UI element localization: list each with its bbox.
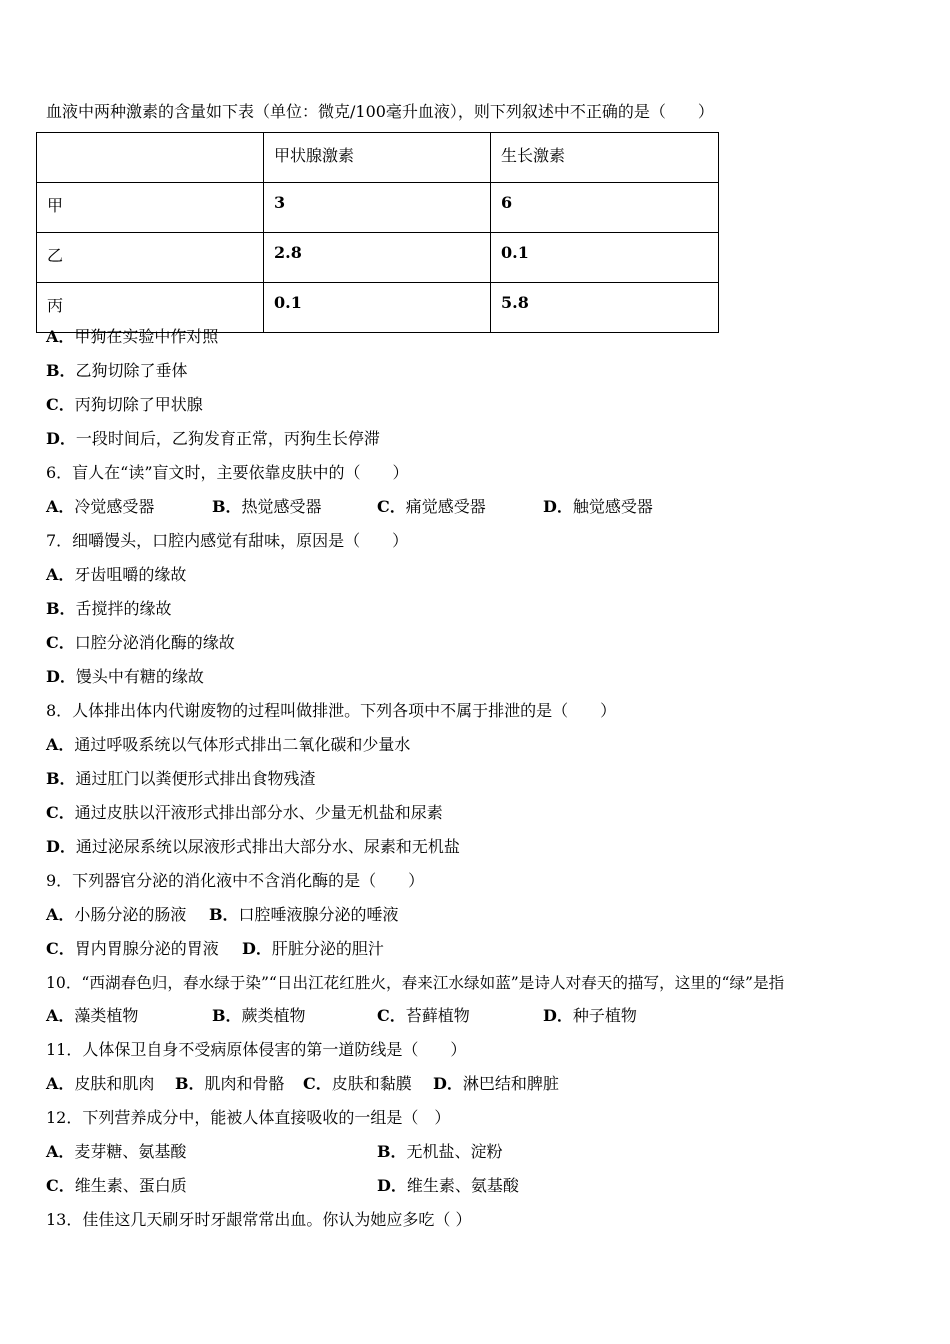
option-text: 通过肛门以粪便形式排出食物残渣 [75, 769, 316, 788]
q11-option-a [46, 1074, 154, 1094]
table-header-cell: 甲状腺激素 [264, 133, 491, 183]
q5-option-b [46, 361, 188, 381]
option-letter: C． [46, 803, 75, 822]
option-letter: A． [46, 1142, 75, 1161]
option-letter: D． [242, 939, 272, 958]
table-row [37, 283, 719, 333]
option-letter: B． [377, 1142, 407, 1161]
q8-option-b [46, 769, 316, 789]
q7-option-b [46, 599, 172, 619]
table-row [37, 183, 719, 233]
q10-option-b [212, 1006, 306, 1026]
option-text: 通过皮肤以汗液形式排出部分水、少量无机盐和尿素 [74, 803, 443, 822]
option-letter: A． [46, 1074, 75, 1093]
option-text: 无机盐、淀粉 [406, 1142, 503, 1161]
option-text: 皮肤和黏膜 [331, 1074, 412, 1093]
option-letter: D． [377, 1176, 407, 1195]
option-text: 维生素、蛋白质 [74, 1176, 187, 1195]
q6-option-c [377, 497, 486, 517]
option-text: 通过泌尿系统以尿液形式排出大部分水、尿素和无机盐 [75, 837, 460, 856]
q9-option-d [242, 939, 384, 959]
option-letter: B． [46, 361, 76, 380]
option-text: 口腔唾液腺分泌的唾液 [238, 905, 399, 924]
option-text: 肝脏分泌的胆汁 [271, 939, 384, 958]
table-row-label: 乙 [37, 233, 264, 283]
option-text: 口腔分泌消化酶的缘故 [74, 633, 235, 652]
option-text: 麦芽糖、氨基酸 [74, 1142, 187, 1161]
option-text: 痛觉感受器 [405, 497, 486, 516]
table-row-label: 甲 [37, 183, 264, 233]
q7-option-a [46, 565, 186, 585]
q9-option-b [209, 905, 399, 925]
option-text: 丙狗切除了甲状腺 [74, 395, 203, 414]
table-cell: 0.1 [491, 233, 719, 283]
option-text: 一段时间后，乙狗发育正常，丙狗生长停滞 [75, 429, 380, 448]
option-letter: C． [377, 1006, 406, 1025]
q10-option-c [377, 1006, 470, 1026]
option-text: 藻类植物 [74, 1006, 139, 1025]
option-letter: C． [46, 633, 75, 652]
option-text: 热觉感受器 [241, 497, 322, 516]
option-letter: D． [46, 429, 76, 448]
option-text: 乙狗切除了垂体 [75, 361, 188, 380]
table-header-cell [37, 133, 264, 183]
option-letter: C． [303, 1074, 332, 1093]
option-letter: A． [46, 735, 75, 754]
option-letter: B． [46, 769, 76, 788]
table-row-label: 丙 [37, 283, 264, 333]
q8-option-c [46, 803, 443, 823]
q6-option-b [212, 497, 322, 517]
q10-option-d [543, 1006, 637, 1026]
option-letter: A． [46, 1006, 75, 1025]
option-letter: A． [46, 905, 75, 924]
q10-option-a [46, 1006, 138, 1026]
option-letter: B． [175, 1074, 205, 1093]
option-text: 馒头中有糖的缘故 [75, 667, 204, 686]
question-8-stem: 8．人体排出体内代谢废物的过程叫做排泄。下列各项中不属于排泄的是（ ） [46, 701, 617, 720]
question-13-stem: 13．佳佳这几天刷牙时牙龈常常出血。你认为她应多吃（ ） [46, 1210, 472, 1229]
option-text: 种子植物 [572, 1006, 637, 1025]
option-letter: D． [543, 497, 573, 516]
table-cell: 5.8 [491, 283, 719, 333]
hormone-table [36, 132, 719, 333]
option-text: 苔藓植物 [405, 1006, 470, 1025]
table-header-row [37, 133, 719, 183]
q8-option-d [46, 837, 460, 857]
question-12-stem: 12．下列营养成分中，能被人体直接吸收的一组是（ ） [46, 1108, 451, 1127]
q11-option-d [433, 1074, 559, 1094]
question-10-stem: 10．“西湖春色归，春水绿于染”“日出江花红胜火，春来江水绿如蓝”是诗人对春天的描写，这里的“绿”是指 [46, 974, 785, 992]
option-text: 冷觉感受器 [74, 497, 155, 516]
option-letter: B． [212, 497, 242, 516]
q8-option-a [46, 735, 410, 755]
q12-option-b [377, 1142, 503, 1162]
q11-option-c [303, 1074, 412, 1094]
question-5-stem: 血液中两种激素的含量如下表（单位：微克/100毫升血液），则下列叙述中不正确的是（ ） [46, 102, 714, 121]
option-text: 蕨类植物 [241, 1006, 306, 1025]
question-11-stem: 11．人体保卫自身不受病原体侵害的第一道防线是（ ） [46, 1040, 467, 1059]
option-letter: D． [46, 667, 76, 686]
question-9-stem: 9．下列器官分泌的消化液中不含消化酶的是（ ） [46, 871, 425, 890]
option-letter: D． [433, 1074, 463, 1093]
option-text: 维生素、氨基酸 [406, 1176, 519, 1195]
question-7-stem: 7．细嚼馒头，口腔内感觉有甜味，原因是（ ） [46, 531, 409, 550]
q11-option-b [175, 1074, 285, 1094]
q9-option-c [46, 939, 219, 959]
table-cell: 2.8 [264, 233, 491, 283]
option-letter: B． [209, 905, 239, 924]
option-text: 舌搅拌的缘故 [75, 599, 172, 618]
q6-option-d [543, 497, 653, 517]
option-text: 胃内胃腺分泌的胃液 [74, 939, 219, 958]
option-letter: C． [46, 939, 75, 958]
option-letter: D． [46, 837, 76, 856]
question-6-stem: 6．盲人在“读”盲文时，主要依靠皮肤中的（ ） [46, 463, 409, 482]
option-text: 甲狗在实验中作对照 [74, 327, 219, 346]
option-text: 通过呼吸系统以气体形式排出二氧化碳和少量水 [74, 735, 411, 754]
table-cell: 6 [491, 183, 719, 233]
option-text: 小肠分泌的肠液 [74, 905, 187, 924]
option-letter: C． [46, 395, 75, 414]
option-letter: C． [377, 497, 406, 516]
option-text: 触觉感受器 [572, 497, 653, 516]
option-text: 牙齿咀嚼的缘故 [74, 565, 187, 584]
q12-option-d [377, 1176, 519, 1196]
q9-option-a [46, 905, 186, 925]
option-text: 淋巴结和脾脏 [462, 1074, 559, 1093]
option-letter: A． [46, 565, 75, 584]
table-header-cell: 生长激素 [491, 133, 719, 183]
option-text: 皮肤和肌肉 [74, 1074, 155, 1093]
q12-option-c [46, 1176, 187, 1196]
q7-option-d [46, 667, 204, 687]
q7-option-c [46, 633, 235, 653]
q5-option-a [46, 327, 218, 347]
q5-option-c [46, 395, 203, 415]
option-letter: B． [46, 599, 76, 618]
q5-option-d [46, 429, 380, 449]
table-cell: 0.1 [264, 283, 491, 333]
option-letter: D． [543, 1006, 573, 1025]
q12-option-a [46, 1142, 186, 1162]
table-row [37, 233, 719, 283]
table-cell: 3 [264, 183, 491, 233]
option-text: 肌肉和骨骼 [204, 1074, 285, 1093]
option-letter: C． [46, 1176, 75, 1195]
option-letter: A． [46, 497, 75, 516]
option-letter: B． [212, 1006, 242, 1025]
q6-option-a [46, 497, 154, 517]
option-letter: A． [46, 327, 75, 346]
